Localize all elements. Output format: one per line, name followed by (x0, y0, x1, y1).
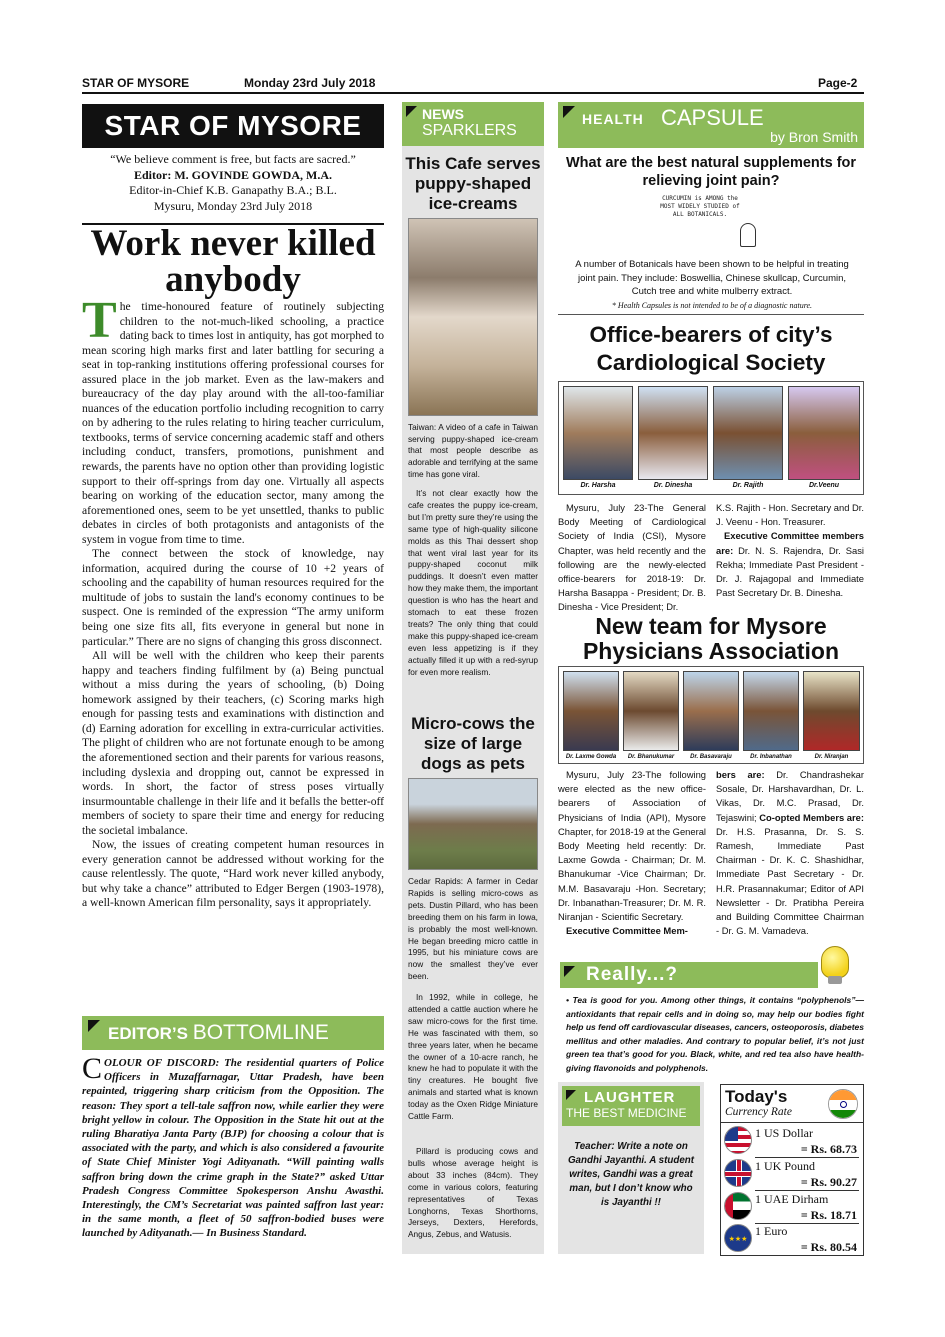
csi-photo-1 (563, 386, 633, 480)
bottomline-body (82, 1052, 384, 1241)
csi-col2a: K.S. Rajith - Hon. Secretary and Dr. J. Veenu - Hon. Treasurer. (716, 502, 864, 528)
editorial-p3: All will be well with the children who keep their parents happy and teachers finding fulfilment by (a) Being punctual without a miss during the years of schooling, (b) Doing homework assigned by their teachers, (c) Scoring marks high enough for passing tests and examinations with distinction and (d) Earning adoration for excelling in extra-curricular activities. The plight of children who are not fortunate enough to be among the aforementioned section and their parents for various reasons, including dyslexia and dropping out, cannot be expressed in words. In short, the factor of stress poses virtually insurmountable challenge in their life and it befalls the better-off members of society to spare their time and energy for reducing the societal imbalance. (82, 649, 384, 837)
bottomline-head2: BOTTOMLINE (192, 1021, 329, 1044)
bottomline-text: OLOUR OF DISCORD: The residential quarters of Police Officers in Muzaffarnagar, Uttar Pradesh, have been repainted, triggering sharp criticism from the Opposition. The reason: They sport a tell-tale saffron now, while earlier they were bright yellow in colour. The Opposition in the State hit out at the ruling Bharatiya Janta Party (BJP) for choosing a colour that is associated with the party, and which is also considered a favourite of State Chief Minister Yogi Adityanath. “Will painting walls saffron bring down the crime graph in the State?” asked Uttar Pradesh Congress Committee Spokesperson Anshu Awasthi. Interestingly, the CM’s Secretariat was painted saffron last year: in the same month, a fleet of 50 saffron-bodied buses were launched by Adityanath.— In Business Standard. (82, 1057, 384, 1240)
health-header (558, 102, 864, 148)
corner-icon (406, 106, 417, 117)
laughter-head1: LAUGHTER (584, 1089, 676, 1106)
health-rule (558, 314, 864, 315)
csi-name-3: Dr. Rajith (732, 482, 764, 489)
api-photo-3 (683, 671, 739, 751)
sparkler2-body2: Pillard is producing cows and bulls whose average height is about 33 inches (84cm). They come in various colors, featuring representatives of Texas Longhorns, Texas Shorthorns, Jerseys, Dexters, Herefords, Angus, Zebus, and Watusis. (408, 1146, 538, 1240)
laughter-text: Teacher: Write a note on Gandhi Jayanthi. A student writes, Gandhi was a great man, but I don’t know who is Jayanthi !! (567, 1141, 695, 1208)
editorial-body (82, 292, 384, 911)
health-doodle (658, 195, 742, 253)
health-disclaimer: * Health Capsules is not intended to be of a diagnostic nature. (611, 301, 813, 310)
really-text (566, 994, 864, 1076)
api-col1-text: Mysuru, July 23-The following were elected as the new office-bearers of Association of Physicians of India (API), Mysore Chapter, for 2018-19 at the General Body Meeting held recently: Dr. Laxme Gowda - Chairman; Dr. M. Bhanukumar -Vice Chairman; Dr. M.M. Basavaraju -Hon. Secretary; Dr. Inbanathan-Treasurer; Dr. M. R. Niranjan - Scientific Secretary. (558, 769, 707, 923)
csi-photo-3 (713, 386, 783, 480)
editorial-p2: The connect between the stock of knowledge, nay information, acquired during the course of 10 +2 years of schooling and the capability of human resources required for the multitude of jobs to sustain the land's economy continues to be suspect. One is reminded of the expression “The army uniform being one size fits all, fits everyone in general but none in particular.” There are no signs of changing this gross disconnect. (82, 547, 384, 648)
bottomline-head1: EDITOR’S (108, 1024, 188, 1043)
api-col2d: Dr. H.S. Prasanna, Dr. S. S. Ramesh, Immediate Past Chairman - Dr. K. C. Shashidhar, Immediate Past Secretary - Dr. H.R. Prasannakumar; Editor of API Newsletter - Dr. Pratibha Pereira and Building Committee Chairman - Dr. G. M. Vamadeva. (716, 825, 864, 937)
api-title (558, 614, 864, 664)
currency-name-1: 1 US Dollar (755, 1126, 813, 1140)
currency-subtitle: Currency Rate (725, 1106, 792, 1118)
api-title1: New team for Mysore (595, 613, 827, 639)
pug-icecream-photo (408, 218, 538, 416)
currency-row-rule (755, 1190, 859, 1191)
health-byline: by Bron Smith (770, 129, 858, 145)
api-photo-4 (743, 671, 799, 751)
header-paper: STAR OF MYSORE (82, 76, 190, 90)
doodle-figure-icon (740, 223, 756, 247)
health-question: What are the best natural supplements for relieving joint pain? (565, 155, 857, 189)
csi-name-2: Dr. Dinesha (653, 482, 693, 489)
really-body: Tea is good for you. Among other things, it contains “polyphenols”—antioxidants that repair cells and in doing so, may help our bodies fight help us fend off cardiovascular diseases, cancers, osteoporosis, diabetes mellitus and other maladies. And contrary to popular belief, it’s not just green tea that’s good for you. Black, white, and red tea also have health-giving flavonoids and polyphenols. (566, 995, 864, 1073)
corner-icon (563, 106, 575, 118)
api-col2a: bers are: (716, 769, 765, 780)
header-page: Page-2 (818, 76, 858, 90)
uae-flag-icon (724, 1192, 752, 1220)
header-date: Monday 23rd July 2018 (244, 76, 376, 90)
csi-name-4: Dr.Veenu (808, 482, 840, 489)
bottomline-dropcap: C (82, 1052, 103, 1085)
health-answer: A number of Botanicals have been shown to be helpful in treating joint pain. They include: Boswellia, Chinese skullcap, Curcumin, Cutch tree and white mulberry extract. (575, 259, 849, 297)
currency-name-4: 1 Euro (755, 1224, 788, 1238)
really-header (558, 960, 864, 990)
sparklers-header (402, 102, 544, 146)
api-title2: Physicians Association (582, 638, 840, 664)
lightbulb-base-icon (828, 976, 842, 984)
corner-icon (88, 1020, 100, 1032)
currency-name-2: 1 UK Pound (755, 1159, 816, 1173)
bullet-icon: • (566, 995, 573, 1005)
masthead-editor: Editor: M. GOVINDE GOWDA, M.A. (134, 167, 332, 182)
api-name-4: Dr. Inbanathan (750, 754, 792, 760)
csi-col2b: Executive Committee members are: (716, 530, 864, 556)
api-name-5: Dr. Niranjan (814, 754, 849, 760)
csi-col2 (716, 501, 864, 600)
india-flag-icon (828, 1089, 858, 1119)
uk-flag-icon (724, 1159, 752, 1187)
eu-flag-icon: ★★★ (724, 1224, 752, 1252)
editorial-dropcap: T (82, 292, 117, 349)
currency-rate-4: = Rs. 80.54 (800, 1240, 857, 1254)
really-title: Really...? (560, 962, 818, 988)
currency-rule (721, 1122, 863, 1123)
masthead-info (82, 152, 384, 214)
currency-box (720, 1084, 864, 1256)
currency-rate-2: = Rs. 90.27 (800, 1175, 857, 1189)
currency-rate-1: = Rs. 68.73 (800, 1142, 857, 1156)
api-col2c: Co-opted Members are: (759, 811, 864, 823)
api-col1 (558, 768, 706, 938)
us-flag-icon (724, 1126, 752, 1154)
bottomline-header (82, 1016, 384, 1050)
currency-row-rule (755, 1157, 859, 1158)
laughter-header (562, 1086, 700, 1126)
csi-col2c: Dr. N. S. Rajendra, Dr. Sasi Rekha; Immediate Past President - Dr. J. Rajagopal and Immediate Past Secretary Dr. B. Dinesha. (716, 544, 864, 599)
api-col1b: Executive Committee Mem- (566, 925, 688, 937)
currency-rate-3: = Rs. 18.71 (800, 1208, 857, 1222)
corner-icon (564, 966, 575, 977)
corner-icon (566, 1090, 576, 1100)
csi-name-1: Dr. Harsha (580, 482, 616, 489)
api-name-3: Dr. Basavaraju (690, 754, 732, 760)
sparkler1-title: This Cafe serves puppy-shaped ice-creams (405, 154, 541, 213)
sparkler1-body: It’s not clear exactly how the cafe creates the puppy ice-cream, but I’m pretty sure they’re using the same type of high-quality silicone molds as this Thai dessert shop that went viral last year for its puppy-shaped coconut milk puddings. It doesn’t even matter how they make them, the important question is who has the heart and stomach to eat these frozen treats? The only thing that could make this puppy-shaped ice-cream even less appetizing is if they actually filled it up with a red-syrup for even more realism. (408, 488, 538, 677)
csi-photo-4 (788, 386, 860, 480)
masthead-motto: “We believe comment is free, but facts are sacred.” (110, 152, 356, 166)
editorial-p4: Now, the issues of creating competent human resources in every generation cannot be addressed without working for the cause relentlessly. The quote, “Hard work never killed anybody, but why take a chance” attributed to Edger Bergen (1903-1978), a well-known American film personality, says it appropriately. (82, 838, 384, 910)
csi-title: Office-bearers of city’s Cardiological Society (589, 322, 833, 375)
sparkler1-caption: Taiwan: A video of a cafe in Taiwan serving puppy-shaped ice-cream that most people describe as adorable and terrifying at the same time has gone viral. (408, 422, 538, 479)
api-photo-5 (803, 671, 860, 751)
doodle-text: CURCUMIN is AMONG the MOST WIDELY STUDIED of ALL BOTANICALS. (660, 195, 740, 218)
api-photo-strip (558, 666, 864, 764)
api-name-2: Dr. Bhanukumar (627, 754, 675, 760)
masthead-title: STAR OF MYSORE (82, 104, 384, 148)
lightbulb-icon (821, 946, 849, 978)
csi-photo-2 (638, 386, 708, 480)
health-head2: CAPSULE (661, 105, 764, 130)
csi-photo-strip (558, 381, 864, 495)
header-rule (82, 92, 864, 94)
sparklers-head1: NEWS (422, 106, 464, 122)
sparklers-head2: SPARKLERS (422, 122, 517, 139)
micro-cow-photo (408, 778, 538, 870)
csi-col1: Mysuru, July 23-The General Body Meeting of Cardiological Society of India (CSI), Mysore Chapter, was held recently and the following are the newly-elected office-bearers for 2018-19: Dr. Harsha Basappa - President; Dr. B. Dinesha - Vice President; Dr. (558, 502, 706, 613)
editorial-p1: he time-honoured feature of routinely subjecting children to the not-much-liked schooling, a practice dating back to times lost in antiquity, has got morphed to mean scoring high marks first and later battling for securing a seat in top-ranking institutions offering professional courses for assured place in the job market. Even as the law-makers and bureaucracy of the day play around with the all-too-familiar nuances of the education portfolio including recognition to carry on by adhering to the rules relating to hiring teacher curriculum, textbooks, terms of service concerning academic staff and others including conduct, transfers, promotions, punishment and rewards, the parents have no option other than providing logistic support to their off-springs from day one. Virtually all aspects bearing on working of the education sector, many among the aforementioned ones, seem to be yet unsettled, thanks to public debates in circles of both protagonists and antagonists of the system in vogue from time to time. (82, 300, 384, 546)
api-name-1: Dr. Laxme Gowda (565, 754, 617, 760)
sparkler2-title: Micro-cows the size of large dogs as pets (411, 714, 535, 773)
currency-title: Today's (725, 1087, 788, 1106)
sparkler2-body1: In 1992, while in college, he attended a cattle auction where he saw micro-cows for the first time. He was fascinated with them, so three years later, when he became the owner of a 10-acre ranch, he knew he had to populate it with the tiny creatures. He bought five animals and started what is known today as the Oxen Ridge Miniature Cattle Farm. (408, 992, 538, 1122)
api-photo-1 (563, 671, 619, 751)
api-photo-2 (623, 671, 679, 751)
masthead-dateline: Mysuru, Monday 23rd July 2018 (153, 198, 313, 213)
currency-name-3: 1 UAE Dirham (755, 1192, 829, 1206)
editorial-title: Work never killed anybody (90, 223, 376, 300)
api-col2 (716, 768, 864, 938)
api-col2b: Dr. Chandrashekar Sosale, Dr. Harshavardhan, Dr. L. Vikas, Dr. M.C. Prasad, Dr. Tejaswini; (716, 769, 864, 823)
masthead-chief: Editor-in-Chief K.B. Ganapathy B.A.; B.L. (129, 183, 337, 197)
laughter-head2: THE BEST MEDICINE (566, 1106, 687, 1120)
health-head1: HEALTH (582, 111, 644, 127)
sparkler2-caption: Cedar Rapids: A farmer in Cedar Rapids is selling micro-cows as pets. Dustin Pillard, who has been breeding them on his farm in Iowa, is probably the most well-known. He began breeding micro cattle in 1995, but his miniature cows are now the smallest they’ve ever been. (408, 876, 538, 982)
